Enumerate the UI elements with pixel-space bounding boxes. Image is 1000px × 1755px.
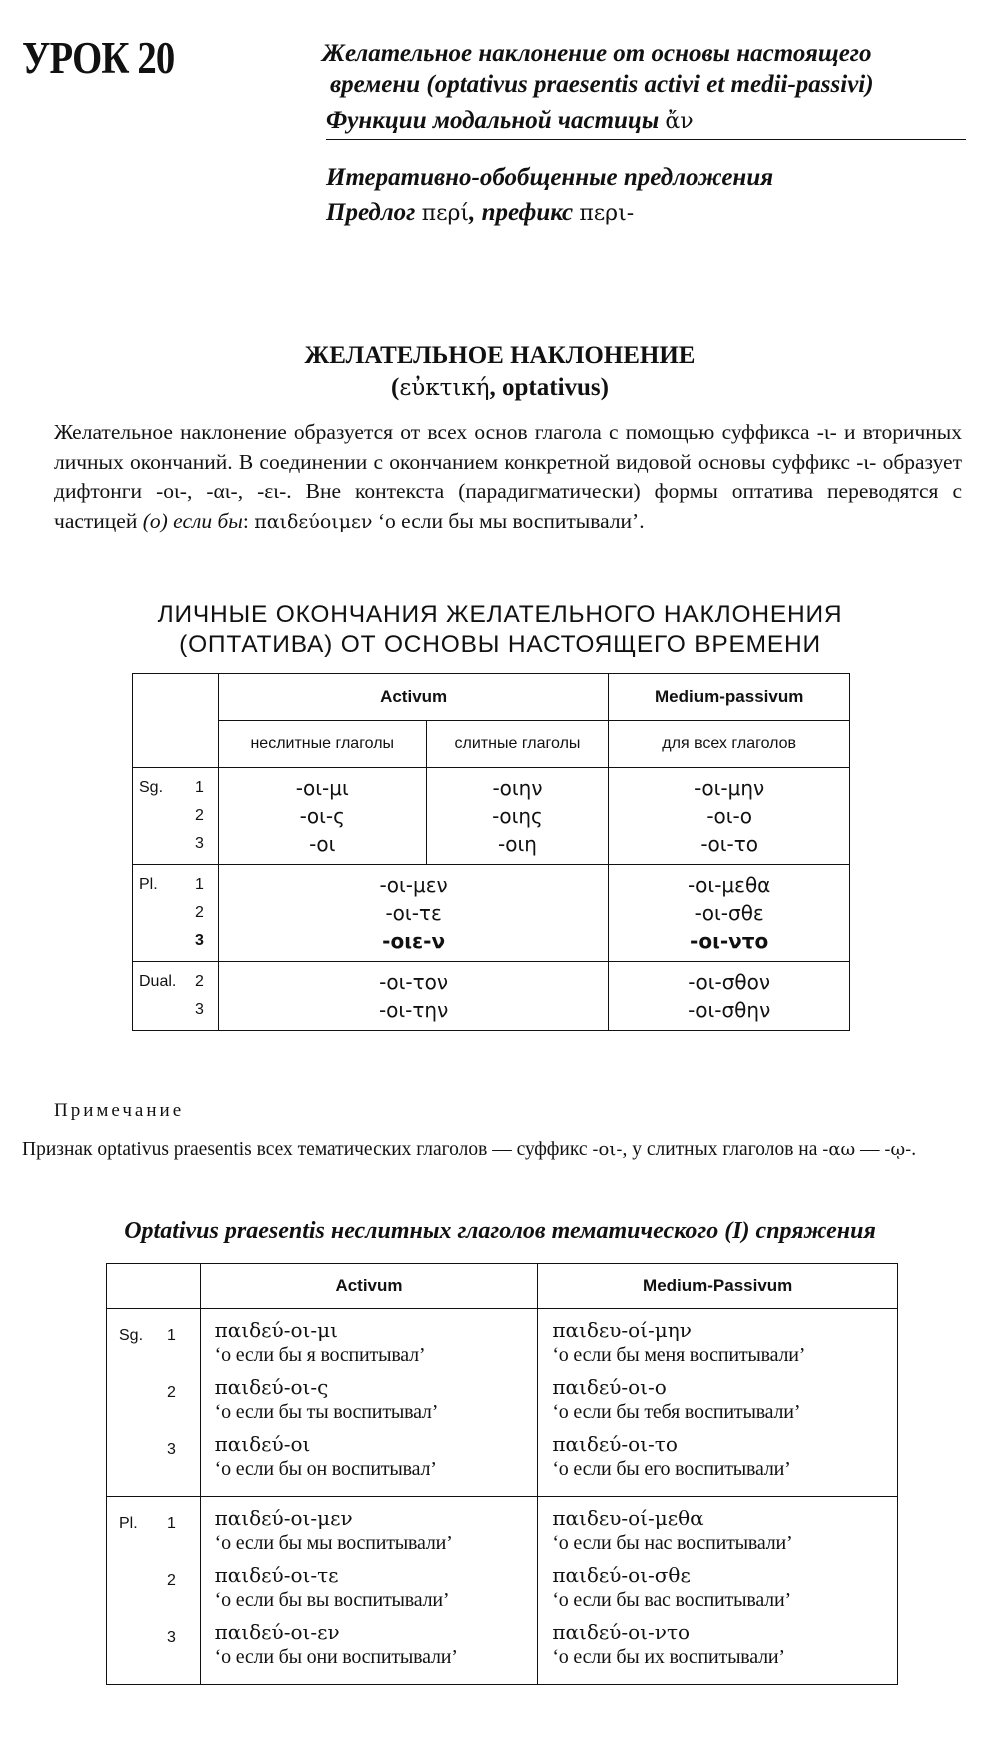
table2-row-sg [107, 1309, 898, 1497]
header-rule [326, 139, 966, 140]
table2-col-medium: Medium-Passivum [538, 1264, 898, 1309]
table1-row-pl [133, 865, 850, 962]
paragraph-colon: : [242, 508, 255, 533]
table2-pl-label: Pl. 1 2 3 [107, 1497, 201, 1685]
table1-sg-uncontracted: -οι-μι -οι-ς -οι [218, 768, 426, 865]
table1-sub-contracted: слитные глаголы [426, 721, 609, 768]
table1-col-activum: Activum [218, 674, 608, 721]
table1-sg-medium: -οι-μην -οι-ο -οι-το [609, 768, 850, 865]
paradigm-table [106, 1263, 898, 1685]
table1-sg-label: Sg. 1 2 3 [133, 768, 219, 865]
table1-pl-medium: -οι-μεθα -οι-σθε -οι-ντο [609, 865, 850, 962]
table1-title-line1: ЛИЧНЫЕ ОКОНЧАНИЯ ЖЕЛАТЕЛЬНОГО НАКЛОНЕНИЯ [157, 601, 843, 628]
paragraph-greek: παιδεύοιμεν [254, 510, 373, 533]
table1-pl-label: Pl. 1 2 3 [133, 865, 219, 962]
table2-title: Optativus praesentis неслитных глаголов тематического (I) спряжения [124, 1218, 876, 1244]
body-paragraph [54, 418, 962, 537]
header-line-1: Желательное наклонение от основы настоящего [322, 40, 872, 67]
header-line-5-text: Предлог [326, 199, 422, 226]
section-title [0, 340, 1000, 404]
table1-title-line2: (ОПТАТИВА) ОТ ОСНОВЫ НАСТОЯЩЕГО ВРЕМЕНИ [179, 631, 821, 658]
header-line-2: времени (optativus praesentis activi et medii-passivi) [330, 71, 874, 98]
table1-title [0, 600, 1000, 660]
paragraph-text: Желательное наклонение образуется от всех основ глагола с помощью суффикса -ι- и вторичных личных окончаний. В соединении с окончанием конкретной видовой основы суффикс -ι- образует дифтонги -οι-, -αι-, -ει-. Вне контекста (парадигматически) формы оптатива переводятся с частицей [54, 420, 962, 533]
table1-col-medium: Medium-passivum [609, 674, 850, 721]
table2-corner [107, 1264, 201, 1309]
table2-row-pl [107, 1497, 898, 1685]
section-subtitle [0, 372, 1000, 404]
table1-dual-label: Dual. 2 3 [133, 962, 219, 1031]
table1-sub-uncontracted: неслитные глаголы [218, 721, 426, 768]
endings-table [132, 673, 850, 1031]
table2-sg-medium: παιδευ-οί-μην ‘о если бы меня воспитывали’ παιδεύ-οι-ο ‘о если бы тебя воспитывали’ παιδεύ-οι-το ‘о если бы его воспитывали’ [538, 1309, 898, 1497]
table1-row-dual [133, 962, 850, 1031]
table1-sg-contracted: -οιην -οιης -οιη [426, 768, 609, 865]
header-line-3-greek: ἄν [665, 109, 694, 134]
section-title-main: ЖЕЛАТЕЛЬНОЕ НАКЛОНЕНИЕ [304, 342, 696, 369]
table2-col-activum: Activum [200, 1264, 538, 1309]
table1-corner [133, 674, 219, 768]
header-line-3-text: Функции модальной частицы [326, 107, 666, 134]
subtitle-open: ( [391, 374, 400, 401]
note-title: Примечание [54, 1100, 185, 1121]
table1-pl-active: -οι-μεν -οι-τε -οιε-ν [218, 865, 608, 962]
lesson-number: УРОК 20 [22, 33, 175, 83]
header-line-3 [326, 105, 694, 137]
table2-pl-active: παιδεύ-οι-μεν ‘о если бы мы воспитывали’ παιδεύ-οι-τε ‘о если бы вы воспитывали’ παιδεύ-οι-εν ‘о если бы они воспитывали’ [200, 1497, 538, 1685]
subtitle-close: ) [600, 374, 609, 401]
table1-dual-active: -οι-τον -οι-την [218, 962, 608, 1031]
header-line-5-text2: , префикс [469, 199, 580, 226]
note-text: Признак optativus praesentis всех тематических глаголов — суффикс -οι-, у слитных глаголов на -αω — -ῳ-. [22, 1139, 917, 1160]
table2-pl-medium: παιδευ-οί-μεθα ‘о если бы нас воспитывали’ παιδεύ-οι-σθε ‘о если бы вас воспитывали’ παιδεύ-οι-ντο ‘о если бы их воспитывали’ [538, 1497, 898, 1685]
header-line-5-greek2: περι- [579, 201, 635, 226]
table2-sg-active: παιδεύ-οι-μι ‘о если бы я воспитывал’ παιδεύ-οι-ς ‘о если бы ты воспитывал’ παιδεύ-οι ‘о если бы он воспитывал’ [200, 1309, 538, 1497]
table1-row-sg [133, 768, 850, 865]
paragraph-italic: (о) если бы [142, 508, 243, 533]
paragraph-end: ‘о если бы мы воспитывали’. [372, 508, 645, 533]
table1-dual-medium: -οι-σθον -οι-σθην [609, 962, 850, 1031]
header-line-4: Итеративно-обобщенные предложения [326, 164, 774, 191]
subtitle-latin: , optativus [489, 374, 601, 401]
header-line-5 [326, 197, 634, 229]
header-line-5-greek: περί [421, 201, 470, 226]
subtitle-greek: εὐκτική [399, 375, 490, 401]
table2-sg-label: Sg. 1 2 3 [107, 1309, 201, 1497]
table1-sub-all: для всех глаголов [609, 721, 850, 768]
